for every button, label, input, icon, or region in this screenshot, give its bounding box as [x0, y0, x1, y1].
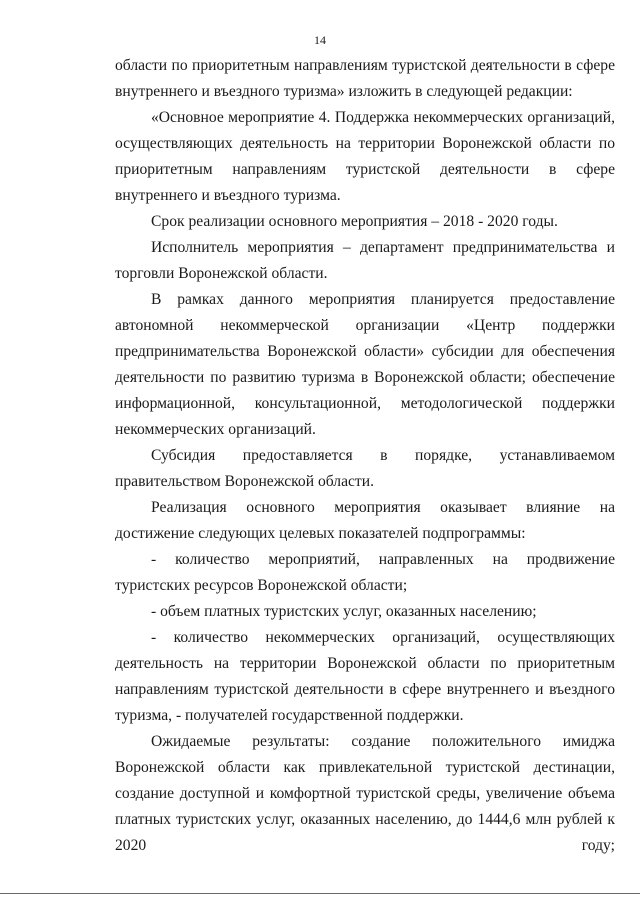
paragraph-subsidy-procedure: Субсидия предоставляется в порядке, устанавливаемом правительством Воронежской области. — [115, 447, 615, 490]
paragraph-implementation-period: Срок реализации основного мероприятия – 2018 - 2020 годы. — [151, 213, 558, 230]
document-body — [115, 53, 615, 859]
page-number: 14 — [314, 33, 326, 47]
paragraph-continuation: области по приоритетным направлениям туристской деятельности в сфере внутреннего и въездного туризма» изложить в следующей редакции: — [115, 57, 615, 100]
paragraph-expected-results: Ожидаемые результаты: создание положительного имиджа Воронежской области как привлекательной туристской дестинации, создание доступной и комфортной туристской среды, увеличение объема платных туристских услуг, оказанных населению, до 1444,6 млн рублей к 2020 году; — [115, 733, 615, 854]
list-item-events-count: - количество мероприятий, направленных на продвижение туристских ресурсов Воронежской области; — [115, 551, 615, 594]
list-item-paid-services: - объем платных туристских услуг, оказанных населению; — [151, 603, 537, 620]
paragraph-main-activity: «Основное мероприятие 4. Поддержка некоммерческих организаций, осуществляющих деятельность на территории Воронежской области по приоритетным направлениям туристской деятельности в сфере внутреннего и въездного туризма. — [115, 109, 615, 204]
paragraph-indicators-intro: Реализация основного мероприятия оказывает влияние на достижение следующих целевых показателей подпрограммы: — [115, 499, 615, 542]
paragraph-executor: Исполнитель мероприятия – департамент предпринимательства и торговли Воронежской области. — [115, 239, 615, 282]
paragraph-subsidy-plan: В рамках данного мероприятия планируется предоставление автономной некоммерческой организации «Центр поддержки предпринимательства Воронежской области» субсидии для обеспечения деятельности по развитию туризма в Воронежской области; обеспечение информационной, консультационной, методологической поддержки некоммерческих организаций. — [115, 291, 615, 438]
list-item-nonprofit-count: - количество некоммерческих организаций, осуществляющих деятельность на территории Воронежской области по приоритетным направлениям туристской деятельности в сфере внутреннего и въездного туризма, - получателей государственной поддержки. — [115, 629, 615, 724]
footer-divider — [0, 893, 640, 894]
